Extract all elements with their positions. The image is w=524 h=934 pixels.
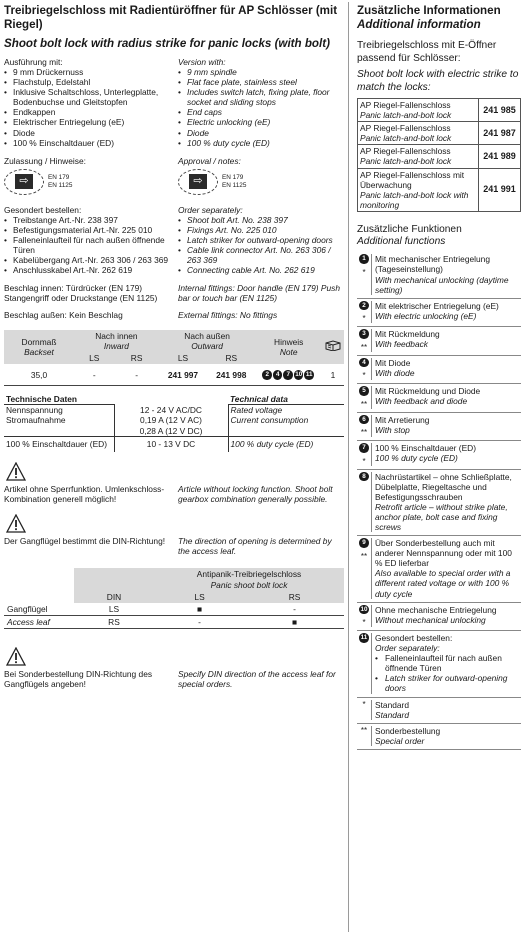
function-standard-mark: * (362, 456, 366, 466)
table-row (4, 615, 344, 628)
cell-out-ls: 241 997 (167, 369, 199, 380)
fittings-in-en: Internal fittings: Door handle (EN 179) Push bar or touch bar (EN 1125) (178, 283, 341, 304)
right-column (357, 4, 521, 750)
fittings-out-block (4, 310, 344, 320)
lock-name-en: Panic latch-and-bolt lock (360, 156, 452, 167)
info-heading-de: Zusätzliche Informationen (357, 4, 501, 17)
cell-notes (255, 364, 322, 386)
function-item (357, 603, 521, 632)
note-number-badge: 4 (273, 370, 283, 380)
din-cell: - (198, 616, 201, 627)
list-item: • Latch striker for outward-opening doors (375, 673, 521, 693)
lock-name-en: Panic latch-and-bolt lock (360, 110, 452, 121)
version-heading-de: Ausführung mit: (4, 57, 63, 68)
function-en: With electric unlocking (eE) (375, 310, 477, 321)
legend-en: Special order (375, 735, 425, 746)
table-row (4, 405, 344, 416)
warning-2-de: Der Gangflügel bestimmt die DIN-Richtung! (4, 536, 166, 547)
function-en: With feedback (375, 339, 428, 350)
din-row-label-de: Gangflügel (7, 603, 48, 614)
note-number-badge: 2 (262, 370, 272, 380)
order-heading-en: Order separately: (178, 204, 243, 215)
din-table (4, 568, 344, 628)
fittings-in-de: Beschlag innen: Türdrücker (EN 179) Stangengriff oder Druckstange (EN 1125) (4, 283, 158, 304)
function-marker (357, 329, 371, 352)
title-en: Shoot bolt lock with radius strike for panic locks (with bolt) (4, 37, 330, 51)
en-179-label: EN 179 (48, 174, 70, 182)
legend-text (371, 700, 521, 720)
en-emblem-2 (178, 169, 344, 195)
tech-label-en: 100 % duty cycle (ED) (230, 439, 314, 450)
tech-value: 0,19 A (12 V AC) (114, 415, 228, 425)
function-en: With mechanical unlocking (daytime setting) (375, 274, 509, 295)
warning-2 (4, 514, 344, 556)
table-row (358, 168, 521, 211)
list-item: • Falleneinlaufteil für nach außen öffnende Türen (375, 653, 521, 673)
function-item (357, 631, 521, 697)
order-block (4, 205, 344, 276)
order-list-en (178, 215, 344, 275)
function-en: Also available to special order with a different rated voltage or with 100 % duty cycle (375, 568, 511, 599)
function-standard-mark: ** (360, 342, 368, 352)
function-item (357, 327, 521, 356)
list-item: • Treibstange Art.-Nr. 238 397 (4, 215, 178, 225)
function-en: With diode (375, 367, 415, 378)
function-number-badge: 5 (359, 386, 369, 396)
function-text (371, 633, 521, 693)
note-number-badge: 10 (295, 371, 303, 379)
function-standard-mark: * (362, 314, 366, 324)
warning-3 (4, 647, 344, 689)
function-marker (357, 301, 371, 324)
function-item (357, 413, 521, 442)
warning-1-en: Article without locking function. Shoot bolt gearbox combination generally possible. (178, 484, 333, 505)
function-item (357, 299, 521, 328)
function-text (371, 443, 521, 466)
title-de: Treibriegelschloss mit Radientüröffner für AP Schlösser (mit Riegel) (4, 4, 338, 31)
function-standard-mark: * (362, 371, 366, 381)
lock-name (358, 168, 479, 211)
functions-heading-en: Additional functions (357, 236, 446, 248)
function-marker (357, 605, 371, 628)
list-item: • Flat face plate, stainless steel (178, 77, 344, 87)
din-cell: ■ (292, 616, 298, 627)
function-de: Gesondert bestellen: (375, 633, 453, 644)
tech-value: 12 - 24 V AC/DC (114, 405, 228, 416)
function-de: Über Sonderbestellung auch mit anderer Nennspannung oder mit 100 % ED lieferbar (375, 538, 512, 569)
lock-article-number: 241 989 (479, 145, 521, 168)
tech-label-en: Current consumption (230, 415, 309, 426)
lock-name (358, 99, 479, 122)
function-de: Nachrüstartikel – ohne Schließplatte, Dübelplatte, Riegeltasche und Befestigungsschrauben (375, 471, 512, 502)
function-marker (357, 443, 371, 466)
sub-out-rs: RS (207, 352, 255, 364)
emergency-exit-icon: ⇨ (4, 169, 44, 195)
list-item: • Cable link connector Art. No. 263 306 / 263 369 (178, 245, 344, 265)
function-text (371, 301, 521, 324)
function-number-badge: 10 (360, 605, 368, 613)
list-item: • Diode (178, 128, 344, 138)
technical-data-table (4, 394, 344, 452)
table-row (358, 99, 521, 122)
tech-label-de: Stromaufnahme (6, 415, 66, 426)
list-item: • Endkappen (4, 107, 178, 117)
function-number-badge: 9 (359, 538, 369, 548)
list-item: • End caps (178, 107, 344, 117)
function-standard-mark: ** (360, 551, 368, 561)
approval-heading-de: Zulassung / Hinweise: (4, 155, 86, 166)
function-marker (357, 633, 371, 693)
din-heading: Antipanik-Treibriegelschloss Panic shoot bolt lock (154, 568, 344, 590)
table-row (358, 145, 521, 168)
function-en: With feedback and diode (375, 396, 468, 407)
function-text (371, 415, 521, 438)
warning-triangle-icon (6, 647, 26, 666)
en-emblem (4, 169, 178, 195)
tech-value: 0,28 A (12 V DC) (114, 426, 228, 437)
en-179-label: EN 179 (222, 174, 244, 182)
function-standard-mark: ** (360, 428, 368, 438)
tech-label-de (4, 426, 114, 437)
list-item: • 9 mm Drückernuss (4, 67, 178, 77)
function-number-badge: 8 (359, 472, 369, 482)
function-en: Without mechanical unlocking (375, 614, 486, 625)
lock-name (358, 145, 479, 168)
function-number-badge: 3 (359, 329, 369, 339)
lock-article-number: 241 985 (479, 99, 521, 122)
approval-block (4, 156, 344, 195)
function-de: Mit Rückmeldung (375, 329, 440, 340)
function-item (357, 252, 521, 298)
tech-label-de: Nennspannung (6, 405, 63, 416)
function-text (371, 329, 521, 352)
function-de: Mit Rückmeldung und Diode (375, 386, 481, 397)
warning-3-en: Specify DIN direction of the access leaf for special orders. (178, 668, 336, 689)
lock-name-en: Panic latch-and-bolt lock (360, 133, 452, 144)
list-item: • 100 % duty cycle (ED) (178, 138, 344, 148)
table-row (4, 415, 344, 425)
table-row (358, 122, 521, 145)
cell-in-rs: - (135, 369, 139, 380)
din-row-label-en: Access leaf (7, 616, 50, 627)
tech-value: 10 - 13 V DC (114, 436, 228, 452)
function-standard-mark: ** (360, 399, 368, 409)
cell-in-ls: - (92, 369, 96, 380)
warning-2-en: The direction of opening is determined by the access leaf. (178, 536, 332, 557)
table-row (4, 603, 344, 616)
version-heading-en: Version with: (178, 57, 226, 68)
fittings-in-block (4, 283, 344, 303)
din-cell: RS (108, 616, 120, 627)
list-item: • Electric unlocking (eE) (178, 117, 344, 127)
col-note: Hinweis Note (255, 330, 322, 364)
emergency-exit-icon: ⇨ (178, 169, 218, 195)
function-standard-mark: * (362, 618, 366, 628)
version-list-en (178, 67, 344, 148)
list-item: • Includes switch latch, fixing plate, floor socket and sliding stops (178, 87, 344, 107)
din-col-rs: RS (245, 591, 344, 603)
function-text (371, 605, 521, 628)
column-divider (348, 2, 349, 932)
function-de: 100 % Einschaltdauer (ED) (375, 443, 477, 454)
function-item (357, 470, 521, 536)
din-col-din: DIN (74, 591, 154, 603)
legend-item (357, 698, 521, 724)
cell-backset: 35,0 (30, 369, 48, 380)
left-column (4, 4, 344, 689)
col-outward: Nach außen Outward (159, 330, 256, 352)
function-number-badge: 4 (359, 358, 369, 368)
lock-name-de: AP Riegel-Fallenschloss mit Überwachung (360, 169, 465, 190)
list-item: • 9 mm spindle (178, 67, 344, 77)
intro-en: Shoot bolt lock with electric strike to match the locks: (357, 69, 519, 93)
sub-in-rs: RS (114, 352, 158, 364)
din-cell: - (293, 603, 296, 614)
functions-list (357, 252, 521, 750)
list-item: • 100 % Einschaltdauer (ED) (4, 138, 178, 148)
function-marker (357, 538, 371, 598)
function-item (357, 536, 521, 602)
function-marker (357, 358, 371, 381)
function-en: Retrofit article – without strike plate, anchor plate, bolt case and fixing screws (375, 501, 508, 533)
col-inward: Nach innen Inward (74, 330, 159, 352)
list-item: • Connecting cable Art. No. 262 619 (178, 265, 344, 275)
legend-de: Sonderbestellung (375, 725, 441, 736)
cell-qty: 1 (330, 369, 336, 380)
legend-mark (357, 726, 371, 746)
table-row (4, 426, 344, 437)
function-text (371, 472, 521, 532)
din-cell: ■ (197, 603, 203, 614)
lock-article-number: 241 991 (479, 168, 521, 211)
list-item: • Inklusive Schaltschloss, Unterlegplatte, Bodenbuchse und Gleitstopfen (4, 87, 178, 107)
list-item: • Fixings Art. No. 225 010 (178, 225, 344, 235)
function-marker (357, 415, 371, 438)
intro-de: Treibriegelschloss mit E-Öffner passend für Schlösser: (357, 40, 497, 64)
function-en: 100 % duty cycle (ED) (375, 453, 458, 464)
warning-1 (4, 462, 344, 504)
function-text (371, 254, 521, 294)
version-block (4, 57, 344, 148)
function-marker (357, 254, 371, 294)
note-number-badge: 7 (283, 370, 293, 380)
order-heading-de: Gesondert bestellen: (4, 204, 82, 215)
function-de: Ohne mechanische Entriegelung (375, 604, 497, 615)
legend-text (371, 726, 521, 746)
note-number-badge: 11 (305, 371, 313, 379)
list-item: • Kabelübergang Art.-Nr. 263 306 / 263 369 (4, 255, 178, 265)
function-number-badge: 11 (360, 634, 368, 642)
function-number-badge: 1 (359, 254, 369, 264)
fittings-out-de: Beschlag außen: Kein Beschlag (4, 309, 123, 320)
version-list-de (4, 67, 178, 148)
warning-1-de: Artikel ohne Sperrfunktion. Umlenkschloss-Kombination generell möglich! (4, 484, 165, 505)
tech-label-de: 100 % Einschaltdauer (ED) (6, 439, 108, 450)
function-marker (357, 386, 371, 409)
table-row (4, 364, 344, 386)
lock-name-de: AP Riegel-Fallenschloss (360, 123, 451, 134)
legend-mark (357, 700, 371, 720)
list-item: • Elektrischer Entriegelung (eE) (4, 117, 178, 127)
order-list-de (4, 215, 178, 275)
tech-label-en: Rated voltage (230, 405, 283, 416)
approval-heading-en: Approval / notes: (178, 155, 241, 166)
list-item: • Latch striker for outward-opening doors (178, 235, 344, 245)
en-1125-label: EN 1125 (48, 181, 73, 189)
function-item (357, 384, 521, 413)
function-de: Mit mechanischer Entriegelung (Tageseinstellung) (375, 254, 490, 275)
dimension-table (4, 330, 344, 387)
function-number-badge: 7 (359, 443, 369, 453)
locks-table (357, 98, 521, 212)
legend-mark-text: * (362, 699, 366, 709)
table-row (4, 436, 344, 452)
col-backset: Dornmaß Backset (4, 330, 74, 364)
warning-3-de: Bei Sonderbestellung DIN-Richtung des Gangflügels angeben! (4, 668, 153, 689)
function-item (357, 441, 521, 470)
lock-name-en: Panic latch-and-bolt lock with monitoring (360, 189, 469, 210)
info-heading-en: Additional information (357, 17, 481, 31)
list-item: • Flachstulp, Edelstahl (4, 77, 178, 87)
legend-item (357, 724, 521, 750)
warning-triangle-icon (6, 514, 26, 533)
sub-out-ls: LS (159, 352, 207, 364)
legend-mark-text: ** (360, 725, 368, 735)
cell-out-rs: 241 998 (216, 369, 247, 380)
lock-name-de: AP Riegel-Fallenschloss (360, 146, 451, 157)
functions-heading-de: Zusätzliche Funktionen (357, 223, 462, 235)
function-text (371, 386, 521, 409)
list-item: • Diode (4, 128, 178, 138)
function-marker (357, 472, 371, 532)
legend-de: Standard (375, 699, 409, 710)
lock-name (358, 122, 479, 145)
function-standard-mark: * (362, 267, 366, 277)
lock-article-number: 241 987 (479, 122, 521, 145)
function-item (357, 356, 521, 385)
function-sublist (375, 653, 521, 693)
list-item: • Falleneinlaufteil für nach außen öffnende Türen (4, 235, 178, 255)
function-en: With stop (375, 424, 410, 435)
function-number-badge: 2 (359, 301, 369, 311)
warning-triangle-icon (6, 462, 26, 481)
tech-heading-en: Technical data (228, 394, 344, 405)
list-item: • Anschlusskabel Art.-Nr. 262 619 (4, 265, 178, 275)
function-en: Order separately: (375, 643, 440, 654)
function-de: Mit Diode (375, 357, 411, 368)
list-item: • Befestigungsmaterial Art.-Nr. 225 010 (4, 225, 178, 235)
tech-label-en (228, 426, 344, 437)
list-item: • Shoot bolt Art. No. 238 397 (178, 215, 344, 225)
legend-en: Standard (375, 709, 409, 720)
package-icon (322, 330, 344, 364)
sub-in-ls: LS (74, 352, 114, 364)
fittings-out-en: External fittings: No fittings (178, 309, 278, 320)
function-de: Mit elektrischer Entriegelung (eE) (375, 300, 499, 311)
lock-name-de: AP Riegel-Fallenschloss (360, 100, 451, 111)
function-number-badge: 6 (359, 415, 369, 425)
function-text (371, 538, 521, 598)
tech-heading-de: Technische Daten (4, 394, 114, 405)
en-1125-label: EN 1125 (222, 181, 247, 189)
function-de: Mit Arretierung (375, 414, 430, 425)
din-col-ls: LS (154, 591, 245, 603)
function-text (371, 358, 521, 381)
din-cell: LS (108, 603, 120, 614)
